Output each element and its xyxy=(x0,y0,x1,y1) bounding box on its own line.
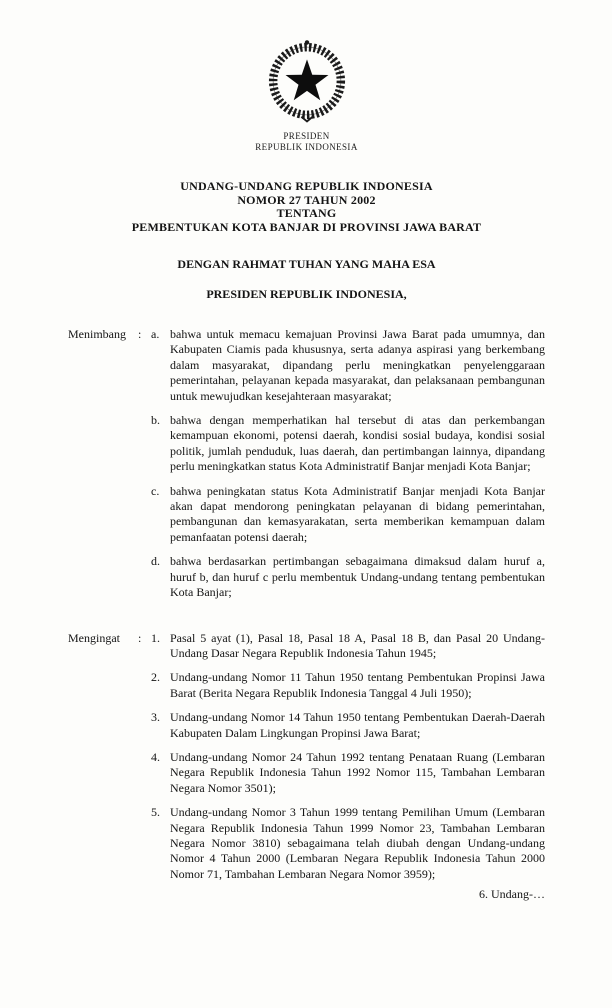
item-marker: b. xyxy=(151,413,160,428)
issuing-authority-line: PRESIDEN REPUBLIK INDONESIA, xyxy=(206,287,407,301)
menimbang-colon: : xyxy=(138,327,142,341)
item-marker: 1. xyxy=(151,630,160,645)
legal-basis-item-2 xyxy=(151,670,545,701)
item-marker: 3. xyxy=(151,710,160,725)
letterhead xyxy=(68,131,545,153)
invocation-line: DENGAN RAHMAT TUHAN YANG MAHA ESA xyxy=(177,257,436,271)
item-text: bahwa untuk memacu kemajuan Provinsi Jawa Barat pada umumnya, dan Kabupaten Ciamis pada khususnya, serta adanya aspirasi yang berkembang dalam masyarakat, dipandang perlu meningkatkan penyelenggaraan pemerintahan, pelayanan kepada masyarakat, dan pelaksanaan pembangunan untuk mewujudkan kesejahteraan masyarakat; xyxy=(170,327,545,403)
legal-basis-item-1 xyxy=(151,631,545,662)
item-text: Undang-undang Nomor 24 Tahun 1992 tentang Penataan Ruang (Lembaran Negara Republik Indonesia Tahun 1992 Nomor 115, Tambahan Lembaran Negara Nomor 3501); xyxy=(170,749,545,795)
item-text: bahwa dengan memperhatikan hal tersebut di atas dan perkembangan kemampuan ekonomi, potensi daerah, kondisi sosial budaya, kondisi sosial politik, jumlah penduduk, luas daerah, dan pertimbangan lainnya, dipandang perlu meningkatkan status Kota Administratif Banjar menjadi Kota Banjar; xyxy=(170,413,545,474)
item-text: Undang-undang Nomor 3 Tahun 1999 tentang Pemilihan Umum (Lembaran Negara Republik Indonesia Tahun 1999 Nomor 23, Tambahan Lembaran Negara Nomor 3810) sebagaimana telah diubah dengan Undang-undang Nomor 4 Tahun 2000 (Lembaran Negara Republik Indonesia Tahun 2000 Nomor 71, Tambahan Lembaran Negara Nomor 3959); xyxy=(170,805,545,881)
mengingat-items xyxy=(151,631,545,883)
item-marker: 5. xyxy=(151,805,160,820)
presidential-seal xyxy=(260,34,354,128)
title-line-4: PEMBENTUKAN KOTA BANJAR DI PROVINSI JAWA BARAT xyxy=(131,219,482,234)
item-text: Pasal 5 ayat (1), Pasal 18, Pasal 18 A, Pasal 18 B, dan Pasal 20 Undang-Undang Dasar Negara Republik Indonesia Tahun 1945; xyxy=(170,630,545,660)
item-marker: 4. xyxy=(151,749,160,764)
item-text: bahwa berdasarkan pertimbangan sebagaimana dimaksud dalam huruf a, huruf b, dan huruf c perlu membentuk Undang-undang tentang pembentukan Kota Banjar; xyxy=(170,554,545,600)
item-text: bahwa peningkatan status Kota Administratif Banjar menjadi Kota Banjar akan dapat mendorong peningkatan pelayanan di bidang pemerintahan, pembangunan dan kemasyarakatan, serta memberikan kemampuan dalam pemanfaatan potensi daerah; xyxy=(170,483,545,544)
item-text: Undang-undang Nomor 14 Tahun 1950 tentang Pembentukan Daerah-Daerah Kabupaten Dalam Lingkungan Propinsi Jawa Barat; xyxy=(170,710,545,740)
star-wreath-icon xyxy=(260,34,354,128)
mengingat-colon: : xyxy=(138,630,142,645)
title-line-3: TENTANG xyxy=(276,206,337,220)
mengingat-label: Mengingat xyxy=(68,630,120,645)
consideration-item-c xyxy=(151,484,545,546)
legal-basis-item-5 xyxy=(151,805,545,882)
legal-basis-item-4 xyxy=(151,750,545,796)
consideration-item-b xyxy=(151,413,545,475)
section-mengingat xyxy=(68,631,545,883)
title-line-1: UNDANG-UNDANG REPUBLIK INDONESIA xyxy=(180,179,433,193)
document-title xyxy=(68,180,545,234)
section-menimbang xyxy=(68,327,545,601)
legal-basis-item-3 xyxy=(151,710,545,741)
page-continuation: 6. Undang-… xyxy=(479,887,545,902)
item-marker: c. xyxy=(151,483,160,498)
item-marker: a. xyxy=(151,327,160,341)
consideration-item-d xyxy=(151,554,545,600)
consideration-item-a xyxy=(151,327,545,404)
menimbang-items xyxy=(151,327,545,601)
title-line-2: NOMOR 27 TAHUN 2002 xyxy=(237,192,376,207)
item-marker: 2. xyxy=(151,670,160,685)
item-text: Undang-undang Nomor 11 Tahun 1950 tentang Pembentukan Propinsi Jawa Barat (Berita Negara Republik Indonesia Tanggal 4 Juli 1950); xyxy=(170,670,545,700)
letterhead-republik-indonesia: REPUBLIK INDONESIA xyxy=(255,142,358,152)
menimbang-label: Menimbang xyxy=(68,327,126,341)
item-marker: d. xyxy=(151,554,160,569)
letterhead-presiden: PRESIDEN xyxy=(283,131,330,141)
